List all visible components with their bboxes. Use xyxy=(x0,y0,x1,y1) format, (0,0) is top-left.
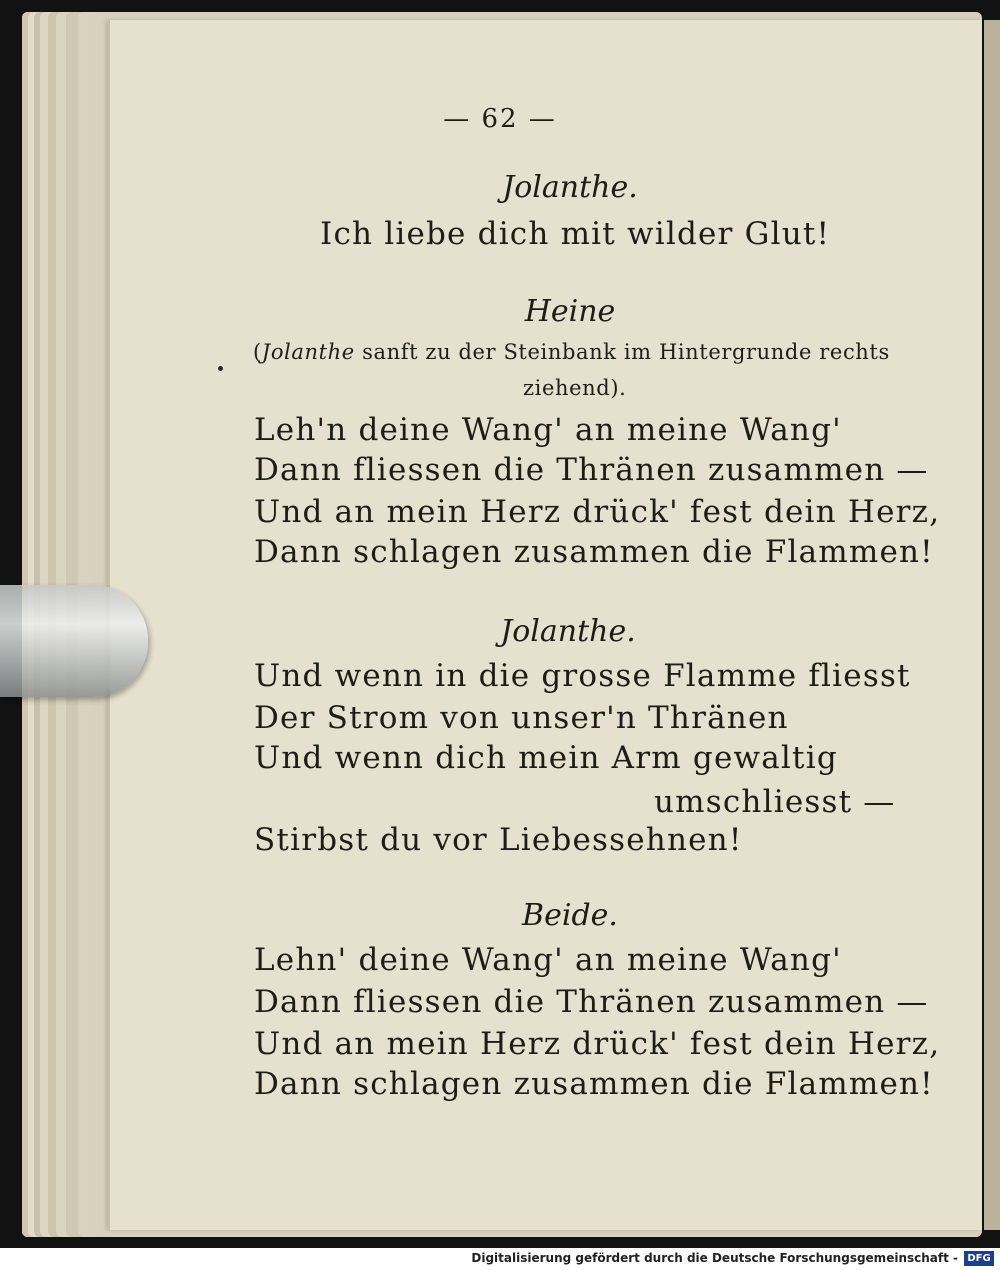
stage-direction-line2: ziehend). xyxy=(523,376,627,400)
speaker-heading: Beide. xyxy=(522,898,618,933)
speaker-heading: Jolanthe. xyxy=(500,614,636,649)
verse-line: Ich liebe dich mit wilder Glut! xyxy=(320,216,831,252)
verse-line: Und wenn in die grosse Flamme fliesst xyxy=(254,658,911,694)
verse-line: Dann schlagen zusammen die Flammen! xyxy=(254,1066,934,1102)
verse-line: Dann schlagen zusammen die Flammen! xyxy=(254,534,934,570)
speaker-heading: Jolanthe. xyxy=(502,170,638,205)
dfg-logo: DFG xyxy=(964,1251,994,1266)
verse-line: Leh'n deine Wang' an meine Wang' xyxy=(254,412,842,448)
digitization-footer xyxy=(0,1248,1000,1270)
verse-line: Lehn' deine Wang' an meine Wang' xyxy=(254,942,842,978)
verse-line: Und an mein Herz drück' fest dein Herz, xyxy=(254,494,941,530)
stage-direction: (Jolanthe sanft zu der Steinbank im Hintergrunde rechts xyxy=(253,340,890,364)
stage-direction-text: sanft zu der Steinbank im Hintergrunde rechts xyxy=(362,340,890,364)
verse-line: Dann fliessen die Thränen zusammen — xyxy=(254,452,929,488)
verse-line: umschliesst — xyxy=(654,784,896,820)
verse-line: Stirbst du vor Liebessehnen! xyxy=(254,822,743,858)
ink-dot xyxy=(218,366,223,371)
verse-line: Und wenn dich mein Arm gewaltig xyxy=(254,740,838,776)
speaker-heading: Heine xyxy=(524,294,616,329)
page-number: — 62 — xyxy=(443,104,557,134)
stage-direction-name: Jolanthe xyxy=(261,340,355,364)
verse-line: Dann fliessen die Thränen zusammen — xyxy=(254,984,929,1020)
verse-line: Der Strom von unser'n Thränen xyxy=(254,700,789,736)
verse-line: Und an mein Herz drück' fest dein Herz, xyxy=(254,1026,941,1062)
footer-credit: Digitalisierung gefördert durch die Deutsche Forschungsgemeinschaft - xyxy=(471,1251,958,1265)
